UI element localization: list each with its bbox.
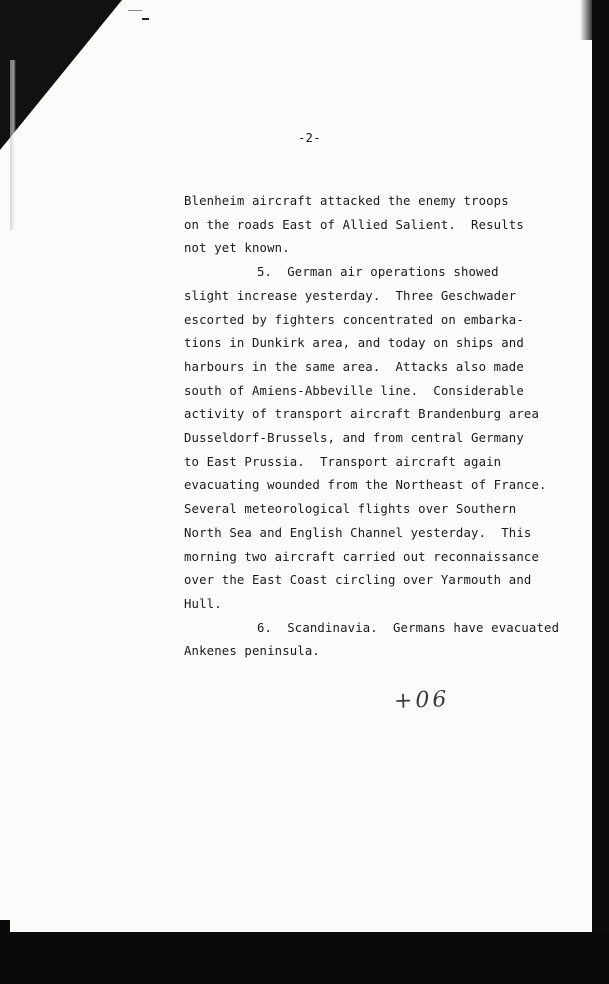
paragraph bbox=[184, 190, 559, 261]
scan-corner-shadow bbox=[0, 0, 122, 150]
text-line: not yet known. bbox=[184, 241, 290, 256]
page-number: -2- bbox=[298, 131, 321, 145]
text-line: 5. German air operations showed bbox=[257, 265, 499, 280]
text-line: morning two aircraft carried out reconnaissance bbox=[184, 549, 540, 564]
text-line: south of Amiens-Abbeville line. Considerable bbox=[184, 383, 524, 398]
text-line: tions in Dunkirk area, and today on ships and bbox=[184, 336, 524, 351]
scan-streak bbox=[10, 60, 16, 230]
text-line: Several meteorological flights over Southern bbox=[184, 502, 517, 517]
text-line: to East Prussia. Transport aircraft again bbox=[184, 454, 502, 469]
text-line: Blenheim aircraft attacked the enemy troops bbox=[184, 194, 509, 208]
body-text bbox=[184, 190, 559, 664]
text-line: slight increase yesterday. Three Geschwader bbox=[184, 288, 517, 303]
text-line: on the roads East of Allied Salient. Results bbox=[184, 217, 524, 232]
text-line: Dusseldorf-Brussels, and from central Germany bbox=[184, 431, 524, 446]
paragraph bbox=[184, 261, 559, 617]
scan-edge-gradient bbox=[580, 0, 592, 40]
text-line: escorted by fighters concentrated on embarka- bbox=[184, 312, 524, 327]
text-line: harbours in the same area. Attacks also made bbox=[184, 359, 524, 374]
text-line: Hull. bbox=[184, 596, 222, 611]
handwritten-note: +06 bbox=[393, 687, 450, 714]
text-line: over the East Coast circling over Yarmouth and bbox=[184, 573, 532, 588]
scan-right-edge bbox=[592, 0, 609, 935]
text-line: activity of transport aircraft Brandenburg area bbox=[184, 407, 540, 422]
scan-mark bbox=[128, 0, 142, 11]
text-line: evacuating wounded from the Northeast of France. bbox=[184, 478, 547, 493]
paragraph bbox=[184, 617, 559, 664]
text-line: Ankenes peninsula. bbox=[184, 644, 320, 659]
text-line: 6. Scandinavia. Germans have evacuated bbox=[257, 620, 560, 635]
scan-speck bbox=[142, 18, 149, 20]
text-line: North Sea and English Channel yesterday. This bbox=[184, 525, 532, 540]
scan-bottom-edge bbox=[0, 932, 609, 984]
